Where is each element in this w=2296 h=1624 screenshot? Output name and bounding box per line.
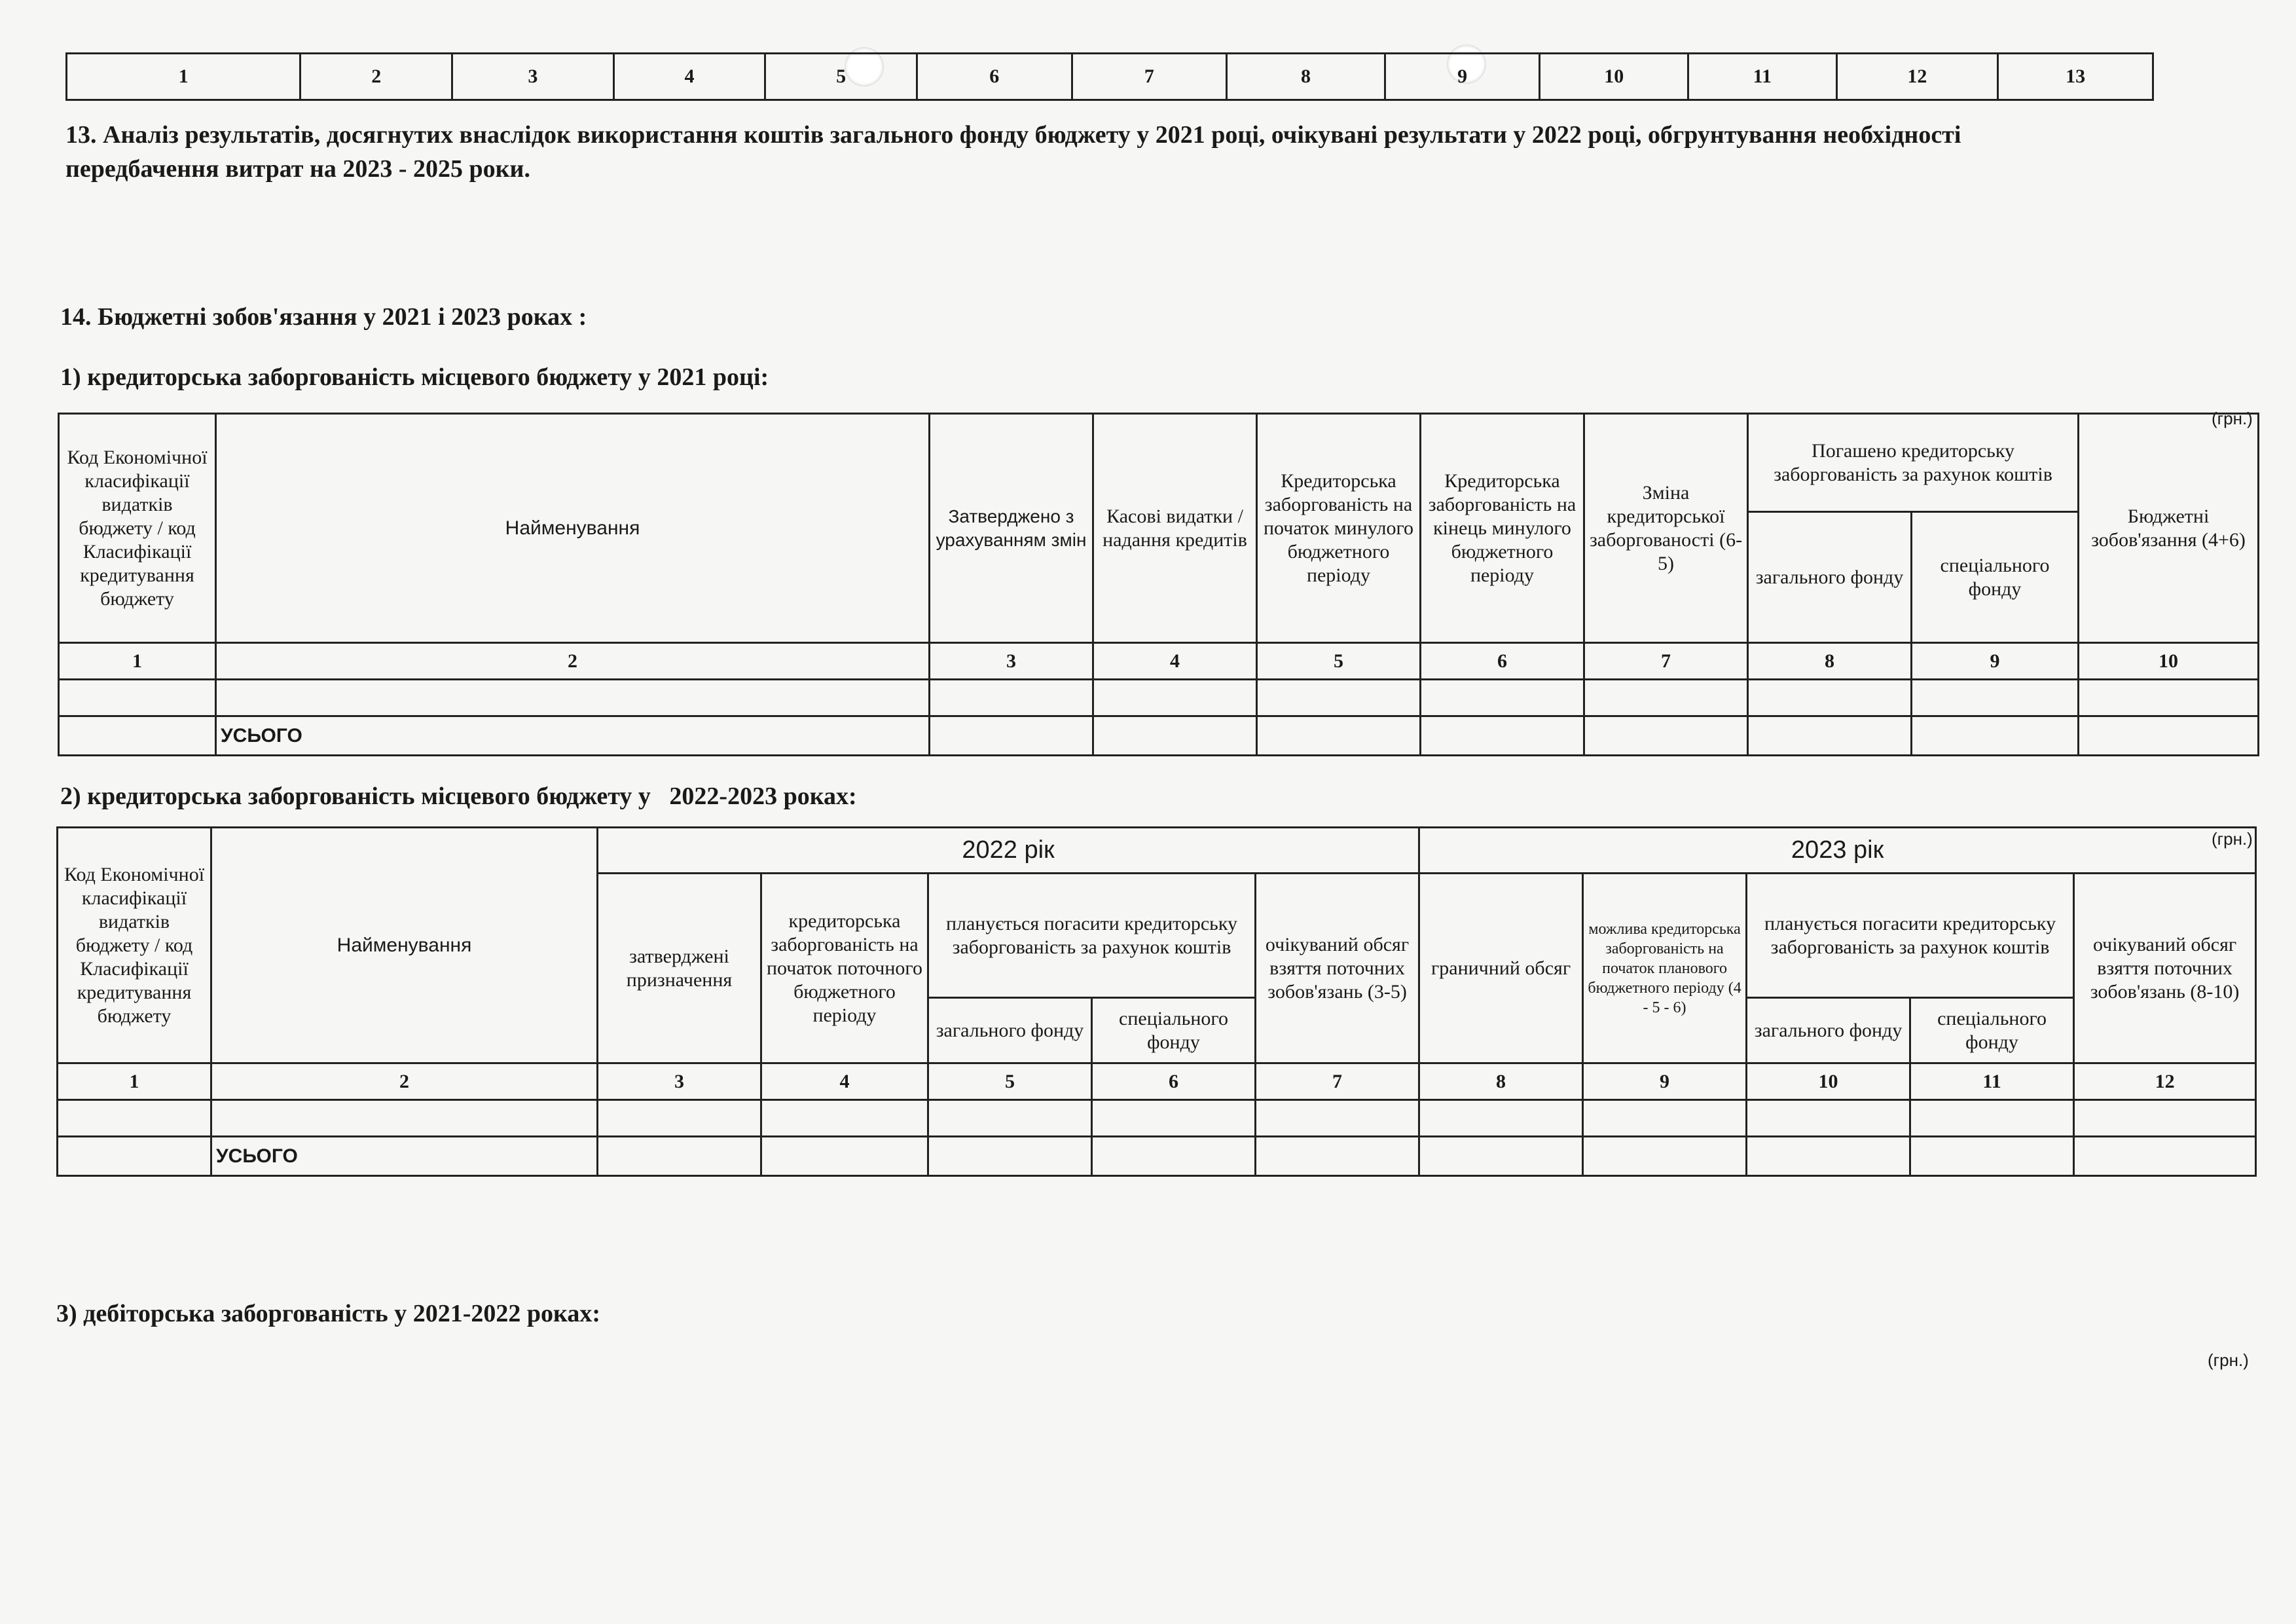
- header-name: Найменування: [216, 414, 930, 643]
- table-cell: 12: [1836, 54, 1998, 100]
- header-expected: очікуваний обсяг взяття поточних зобов'язань (3-5): [1256, 874, 1419, 1063]
- total-label: УСЬОГО: [211, 1137, 598, 1176]
- section-13-heading: [65, 118, 2226, 186]
- table-cell: 1: [59, 643, 216, 680]
- table-cell: 2: [301, 54, 452, 100]
- table-cell: 5: [928, 1063, 1092, 1100]
- header-year-2023: 2023 рік: [1419, 828, 2256, 874]
- table-cell: 6: [1421, 643, 1584, 680]
- table-numbers-row: [59, 643, 2259, 680]
- table-cell: 11: [1910, 1063, 2074, 1100]
- part-3-heading: 3) дебіторська заборгованість у 2021-2022 роках:: [56, 1300, 601, 1327]
- header-obligations: Бюджетні зобов'язання (4+6): [2079, 414, 2259, 643]
- table-header-row: [59, 414, 2259, 512]
- table-row: [59, 680, 2259, 716]
- table-header-row: [58, 828, 2256, 874]
- table-cell: 7: [1072, 54, 1227, 100]
- part-3-unit: (грн.): [2208, 1350, 2249, 1370]
- table-cell: 4: [1093, 643, 1257, 680]
- table-cell: 2: [216, 643, 930, 680]
- table-cell: 1: [58, 1063, 211, 1100]
- table-cell: 3: [930, 643, 1093, 680]
- header-approved: затверджені призначення: [598, 874, 761, 1063]
- header-approved: Затверджено з урахуванням змін: [930, 414, 1093, 643]
- table-cell: 10: [2079, 643, 2259, 680]
- table-cell: 9: [1583, 1063, 1747, 1100]
- table-cell: 4: [761, 1063, 928, 1100]
- header-debt-start: Кредиторська заборгованість на початок минулого бюджетного періоду: [1257, 414, 1421, 643]
- section-13-line2: передбачення витрат на 2023 - 2025 роки.: [65, 155, 530, 183]
- table-cell: 13: [1998, 54, 2153, 100]
- table-cell: 5: [765, 54, 917, 100]
- section-13-line1: 13. Аналіз результатів, досягнутих внаслідок використання коштів загального фонду бюджету у 2021 році, очікувані результати у 2022 році, обгрунтування необхідності: [65, 121, 1961, 149]
- table-cell: 5: [1257, 643, 1421, 680]
- creditor-debt-2021-table: [58, 413, 2259, 756]
- table-cell: 6: [1092, 1063, 1256, 1100]
- table-cell: 12: [2074, 1063, 2256, 1100]
- header-debt-end: Кредиторська заборгованість на кінець минулого бюджетного періоду: [1421, 414, 1584, 643]
- header-possible-debt: можлива кредиторська заборгованість на початок планового бюджетного періоду (4 - 5 - 6): [1583, 874, 1747, 1063]
- table-total-row: [59, 716, 2259, 756]
- header-cash: Касові видатки / надання кредитів: [1093, 414, 1257, 643]
- table-cell: 8: [1748, 643, 1912, 680]
- header-name: Найменування: [211, 828, 598, 1063]
- table-cell: 8: [1227, 54, 1385, 100]
- table-cell: 7: [1584, 643, 1748, 680]
- header-debt-start-current: кредиторська заборгованість на початок поточного бюджетного періоду: [761, 874, 928, 1063]
- part-1-heading: 1) кредиторська заборгованість місцевого бюджету у 2021 році:: [60, 363, 769, 391]
- top-numbering-table: [65, 52, 2154, 101]
- table-cell: 8: [1419, 1063, 1583, 1100]
- table-cell: 3: [598, 1063, 761, 1100]
- header-special-fund: спеціального фонду: [1092, 998, 1256, 1063]
- table-total-row: [58, 1137, 2256, 1176]
- table-cell: 9: [1912, 643, 2079, 680]
- part-2-unit: (грн.): [2212, 829, 2253, 849]
- header-code: Код Економічної класифікації видатків бюджету / код Класифікації кредитування бюджету: [58, 828, 211, 1063]
- part-1-unit: (грн.): [2212, 409, 2253, 428]
- header-general-fund: загального фонду: [1748, 512, 1912, 643]
- table-cell: 4: [613, 54, 765, 100]
- header-limit: граничний обсяг: [1419, 874, 1583, 1063]
- header-expected-2023: очікуваний обсяг взяття поточних зобов'язань (8-10): [2074, 874, 2256, 1063]
- table-cell: 6: [917, 54, 1072, 100]
- creditor-debt-2022-2023-table: [56, 826, 2257, 1177]
- table-numbers-row: [58, 1063, 2256, 1100]
- total-label: УСЬОГО: [216, 716, 930, 756]
- section-14-heading: 14. Бюджетні зобов'язання у 2021 і 2023 роках :: [60, 303, 587, 331]
- header-special-fund-2023: спеціального фонду: [1910, 998, 2074, 1063]
- table-cell: 1: [67, 54, 301, 100]
- table-cell: 10: [1747, 1063, 1910, 1100]
- table-cell: 10: [1540, 54, 1688, 100]
- table-cell: 9: [1385, 54, 1540, 100]
- table-cell: 7: [1256, 1063, 1419, 1100]
- header-plan-repay-2023: планується погасити кредиторську заборгованість за рахунок коштів: [1747, 874, 2074, 998]
- part-2-heading: 2) кредиторська заборгованість місцевого бюджету у 2022-2023 роках:: [60, 783, 857, 810]
- table-cell: 2: [211, 1063, 598, 1100]
- header-general-fund-2023: загального фонду: [1747, 998, 1910, 1063]
- header-general-fund: загального фонду: [928, 998, 1092, 1063]
- header-year-2022: 2022 рік: [598, 828, 1419, 874]
- header-change: Зміна кредиторської заборгованості (6-5): [1584, 414, 1748, 643]
- header-repaid: Погашено кредиторську заборгованість за рахунок коштів: [1748, 414, 2079, 512]
- table-row: [67, 54, 2153, 100]
- header-special-fund: спеціального фонду: [1912, 512, 2079, 643]
- table-row: [58, 1100, 2256, 1137]
- header-code: Код Економічної класифікації видатків бюджету / код Класифікації кредитування бюджету: [59, 414, 216, 643]
- header-plan-repay: планується погасити кредиторську заборгованість за рахунок коштів: [928, 874, 1256, 998]
- table-cell: 11: [1688, 54, 1837, 100]
- table-cell: 3: [452, 54, 614, 100]
